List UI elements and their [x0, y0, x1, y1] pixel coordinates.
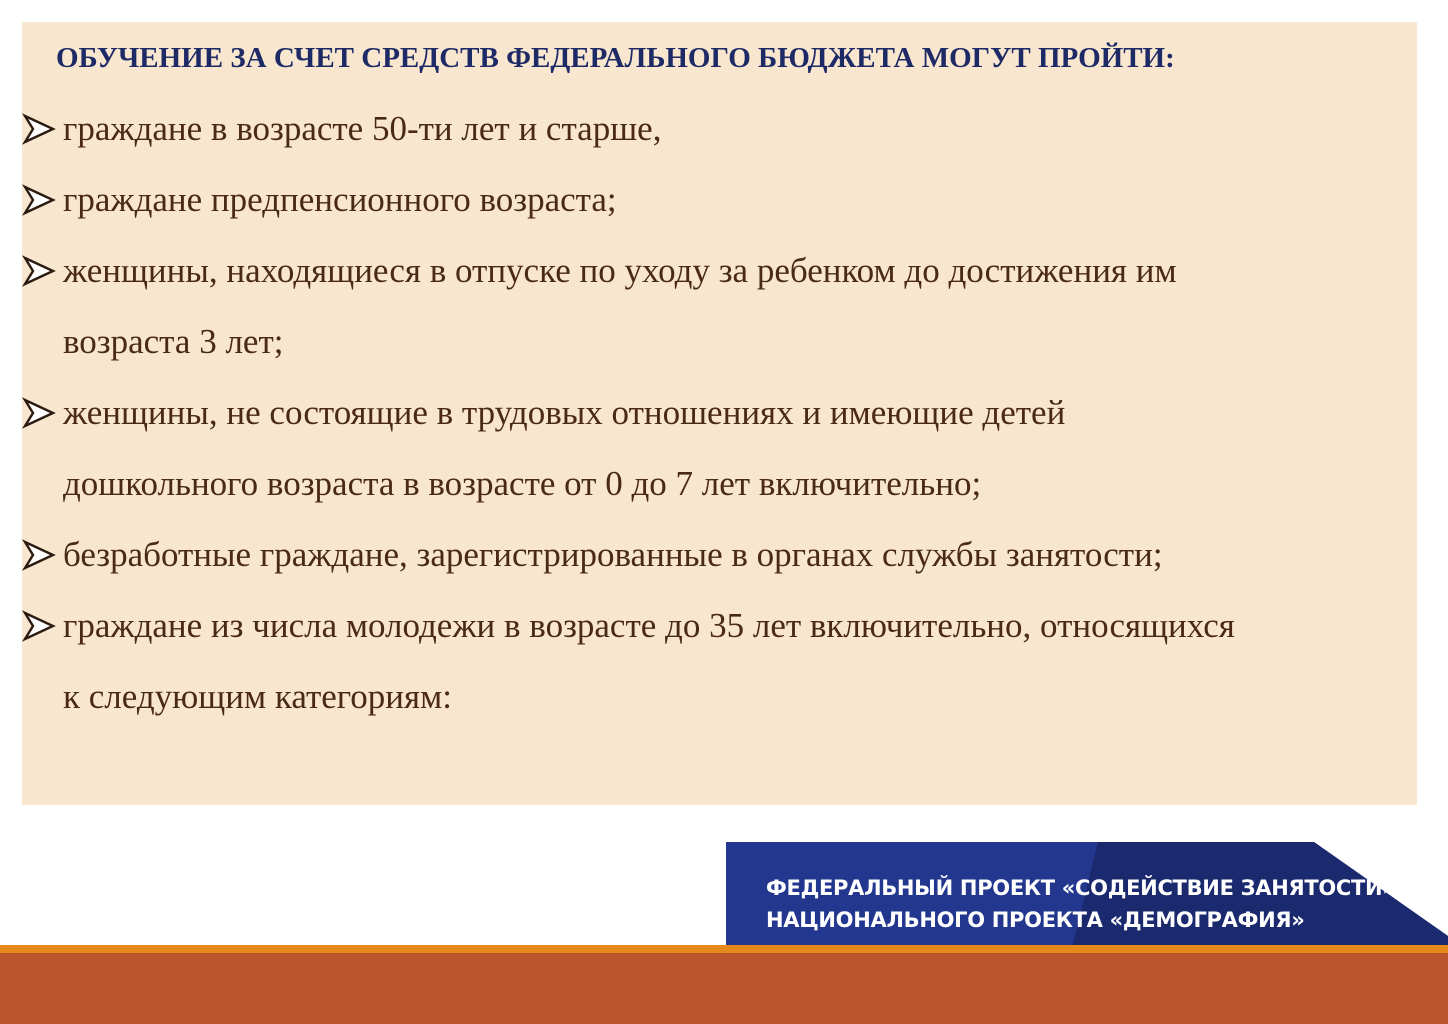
list-item — [22, 519, 1417, 590]
footer-bar — [0, 953, 1448, 1024]
slide-heading: ОБУЧЕНИЕ ЗА СЧЕТ СРЕДСТВ ФЕДЕРАЛЬНОГО БЮДЖЕТА МОГУТ ПРОЙТИ: — [56, 42, 1175, 74]
arrowhead-bullet-icon — [22, 254, 56, 288]
banner-line-1: ФЕДЕРАЛЬНЫЙ ПРОЕКТ «СОДЕЙСТВИЕ ЗАНЯТОСТИ» — [766, 876, 1396, 900]
list-item-text-continued: дошкольного возраста в возрасте от 0 до 7 лет включительно; — [63, 464, 982, 503]
eligibility-list — [22, 93, 1417, 732]
arrowhead-bullet-icon — [22, 538, 56, 572]
list-item-text: женщины, не состоящие в трудовых отношениях и имеющие детей — [63, 393, 1066, 432]
footer-stripe — [0, 945, 1448, 953]
list-item-text: женщины, находящиеся в отпуске по уходу за ребенком до достижения им — [63, 251, 1177, 290]
banner-line-2: НАЦИОНАЛЬНОГО ПРОЕКТА «ДЕМОГРАФИЯ» — [766, 908, 1305, 932]
list-item-text: граждане из числа молодежи в возрасте до 35 лет включительно, относящихся — [63, 606, 1235, 645]
list-item-text-continued: к следующим категориям: — [63, 677, 452, 716]
project-banner — [726, 842, 1448, 948]
content-panel — [22, 22, 1417, 805]
list-item — [22, 235, 1417, 377]
list-item-text: граждане в возрасте 50-ти лет и старше, — [63, 109, 662, 148]
list-item — [22, 164, 1417, 235]
list-item-text: безработные граждане, зарегистрированные в органах службы занятости; — [63, 535, 1163, 574]
list-item — [22, 377, 1417, 519]
list-item — [22, 93, 1417, 164]
list-item — [22, 590, 1417, 732]
arrowhead-bullet-icon — [22, 112, 56, 146]
banner-text — [766, 872, 1396, 936]
arrowhead-bullet-icon — [22, 609, 56, 643]
list-item-text: граждане предпенсионного возраста; — [63, 180, 617, 219]
arrowhead-bullet-icon — [22, 183, 56, 217]
list-item-text-continued: возраста 3 лет; — [63, 322, 284, 361]
arrowhead-bullet-icon — [22, 396, 56, 430]
